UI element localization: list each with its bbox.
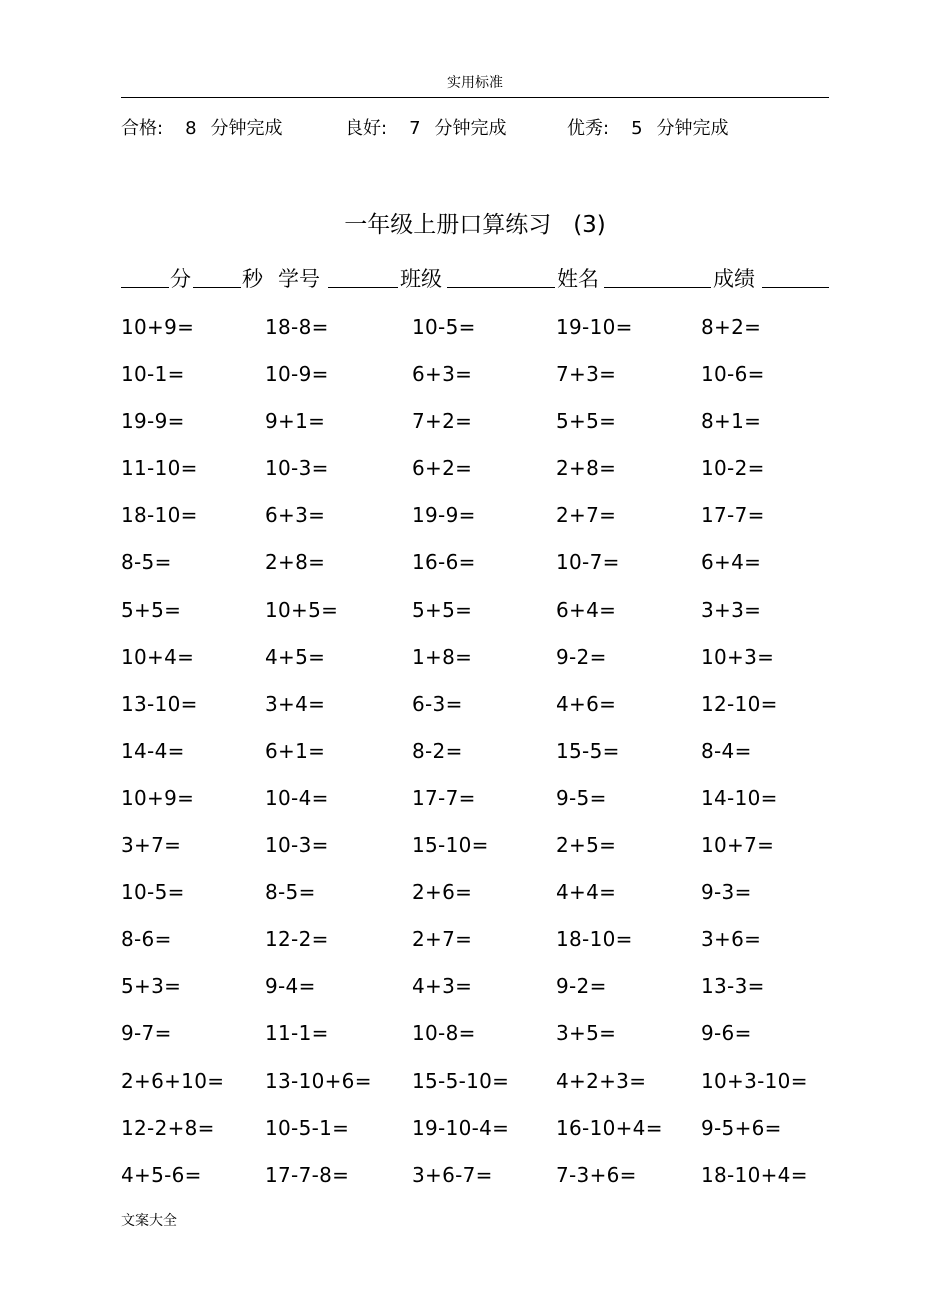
- problem-item: 10-5-1=: [265, 1115, 350, 1140]
- problem-item: 8-5=: [121, 550, 172, 575]
- student-id-blank[interactable]: [328, 287, 398, 288]
- header-rule: [121, 97, 829, 98]
- problem-item: 7-3+6=: [556, 1162, 637, 1187]
- problem-item: 10-3=: [265, 833, 329, 858]
- problem-item: 16-10+4=: [556, 1115, 663, 1140]
- problem-item: 4+3=: [412, 974, 473, 999]
- problem-item: 2+8=: [556, 456, 617, 481]
- problem-item: 3+6=: [701, 927, 762, 952]
- problem-item: 3+3=: [701, 597, 762, 622]
- problem-item: 10-5=: [412, 315, 476, 339]
- problem-item: 2+5=: [556, 833, 617, 858]
- problem-item: 10-6=: [701, 362, 765, 387]
- class-blank[interactable]: [447, 287, 555, 288]
- student-id-label: 学号: [278, 267, 320, 291]
- problem-item: 19-9=: [412, 503, 476, 528]
- seconds-label: 秒: [242, 267, 263, 291]
- problem-item: 3+5=: [556, 1021, 617, 1046]
- criteria-minutes: 7: [409, 118, 421, 139]
- criteria-suffix: 分钟完成: [656, 118, 729, 139]
- problem-item: 7+2=: [412, 409, 473, 434]
- problem-item: 8+2=: [701, 315, 762, 339]
- problem-item: 9-2=: [556, 644, 607, 669]
- problem-item: 19-9=: [121, 409, 185, 434]
- problem-item: 6+3=: [265, 503, 326, 528]
- criteria-suffix: 分钟完成: [434, 118, 507, 139]
- problem-item: 9-2=: [556, 974, 607, 999]
- problem-item: 9-5+6=: [701, 1115, 782, 1140]
- problem-item: 2+7=: [556, 503, 617, 528]
- name-label: 姓名: [557, 267, 599, 291]
- problem-item: 19-10=: [556, 315, 633, 339]
- problem-item: 6+4=: [701, 550, 762, 575]
- seconds-blank[interactable]: [193, 287, 241, 288]
- criteria-suffix: 分钟完成: [210, 118, 283, 139]
- criteria-excellent: [567, 114, 729, 140]
- problem-item: 11-10=: [121, 456, 198, 481]
- problem-item: 4+4=: [556, 880, 617, 905]
- problem-item: 17-7=: [701, 503, 765, 528]
- problem-item: 10-7=: [556, 550, 620, 575]
- problem-item: 10+9=: [121, 315, 195, 339]
- problem-item: 9-4=: [265, 974, 316, 999]
- problem-item: 10-4=: [265, 785, 329, 810]
- problem-item: 14-10=: [701, 785, 778, 810]
- problem-item: 10-3=: [265, 456, 329, 481]
- problem-item: 10+5=: [265, 597, 339, 622]
- problem-item: 9-6=: [701, 1021, 752, 1046]
- problem-item: 18-8=: [265, 315, 329, 339]
- problem-item: 7+3=: [556, 362, 617, 387]
- problem-item: 16-6=: [412, 550, 476, 575]
- problem-item: 19-10-4=: [412, 1115, 510, 1140]
- problem-item: 1+8=: [412, 644, 473, 669]
- problem-item: 13-3=: [701, 974, 765, 999]
- problem-item: 15-5-10=: [412, 1068, 510, 1093]
- problem-item: 6+2=: [412, 456, 473, 481]
- criteria-label: 优秀:: [567, 118, 610, 139]
- problem-item: 4+5-6=: [121, 1162, 202, 1187]
- criteria-good: [345, 114, 507, 140]
- problem-item: 9-5=: [556, 785, 607, 810]
- problem-item: 10-2=: [701, 456, 765, 481]
- criteria-label: 良好:: [345, 118, 388, 139]
- problem-item: 8+1=: [701, 409, 762, 434]
- problem-item: 18-10+4=: [701, 1162, 808, 1187]
- problem-item: 15-10=: [412, 833, 489, 858]
- worksheet-title-text: 一年级上册口算练习: [344, 212, 552, 238]
- problem-item: 4+5=: [265, 644, 326, 669]
- criteria-pass: [121, 114, 283, 140]
- problem-item: 12-2=: [265, 927, 329, 952]
- problem-item: 4+6=: [556, 691, 617, 716]
- worksheet-title: [0, 206, 950, 239]
- problem-item: 2+6+10=: [121, 1068, 225, 1093]
- problem-item: 6+4=: [556, 597, 617, 622]
- problem-item: 5+5=: [121, 597, 182, 622]
- problem-item: 5+3=: [121, 974, 182, 999]
- problem-item: 18-10=: [121, 503, 198, 528]
- problem-item: 5+5=: [556, 409, 617, 434]
- problem-item: 3+4=: [265, 691, 326, 716]
- problem-item: 13-10+6=: [265, 1068, 372, 1093]
- problem-item: 10+7=: [701, 833, 775, 858]
- problem-item: 10+3=: [701, 644, 775, 669]
- problem-item: 10-1=: [121, 362, 185, 387]
- problem-item: 6-3=: [412, 691, 463, 716]
- problem-item: 17-7=: [412, 785, 476, 810]
- problem-item: 2+6=: [412, 880, 473, 905]
- problem-item: 4+2+3=: [556, 1068, 647, 1093]
- problem-item: 12-10=: [701, 691, 778, 716]
- problem-item: 10+9=: [121, 785, 195, 810]
- problem-item: 15-5=: [556, 738, 620, 763]
- criteria-label: 合格:: [121, 118, 164, 139]
- problem-item: 3+6-7=: [412, 1162, 493, 1187]
- problem-item: 3+7=: [121, 833, 182, 858]
- minutes-blank[interactable]: [121, 287, 169, 288]
- problem-item: 11-1=: [265, 1021, 329, 1046]
- problem-item: 8-4=: [701, 738, 752, 763]
- score-blank[interactable]: [762, 287, 829, 288]
- page-header: 实用标准: [447, 75, 503, 91]
- criteria-minutes: 5: [631, 118, 643, 139]
- problem-item: 18-10=: [556, 927, 633, 952]
- student-info-fields: [121, 263, 829, 291]
- problem-item: 10+3-10=: [701, 1068, 808, 1093]
- problem-item: 13-10=: [121, 691, 198, 716]
- problem-item: 17-7-8=: [265, 1162, 350, 1187]
- problem-item: 8-2=: [412, 738, 463, 763]
- problem-item: 8-5=: [265, 880, 316, 905]
- score-label: 成绩: [713, 267, 755, 291]
- problem-item: 2+7=: [412, 927, 473, 952]
- minutes-label: 分: [170, 267, 191, 291]
- problem-item: 8-6=: [121, 927, 172, 952]
- problem-item: 9+1=: [265, 409, 326, 434]
- problem-item: 2+8=: [265, 550, 326, 575]
- problem-item: 6+1=: [265, 738, 326, 763]
- problem-item: 9-7=: [121, 1021, 172, 1046]
- class-label: 班级: [400, 267, 442, 291]
- problem-item: 5+5=: [412, 597, 473, 622]
- problem-item: 9-3=: [701, 880, 752, 905]
- worksheet-number: (3): [573, 212, 606, 238]
- criteria-minutes: 8: [185, 118, 197, 139]
- problem-item: 14-4=: [121, 738, 185, 763]
- problem-item: 10-9=: [265, 362, 329, 387]
- page-footer: 文案大全: [121, 1213, 177, 1229]
- problem-item: 10-8=: [412, 1021, 476, 1046]
- problem-item: 12-2+8=: [121, 1115, 215, 1140]
- problem-item: 10+4=: [121, 644, 195, 669]
- problem-item: 10-5=: [121, 880, 185, 905]
- name-blank[interactable]: [604, 287, 711, 288]
- problem-item: 6+3=: [412, 362, 473, 387]
